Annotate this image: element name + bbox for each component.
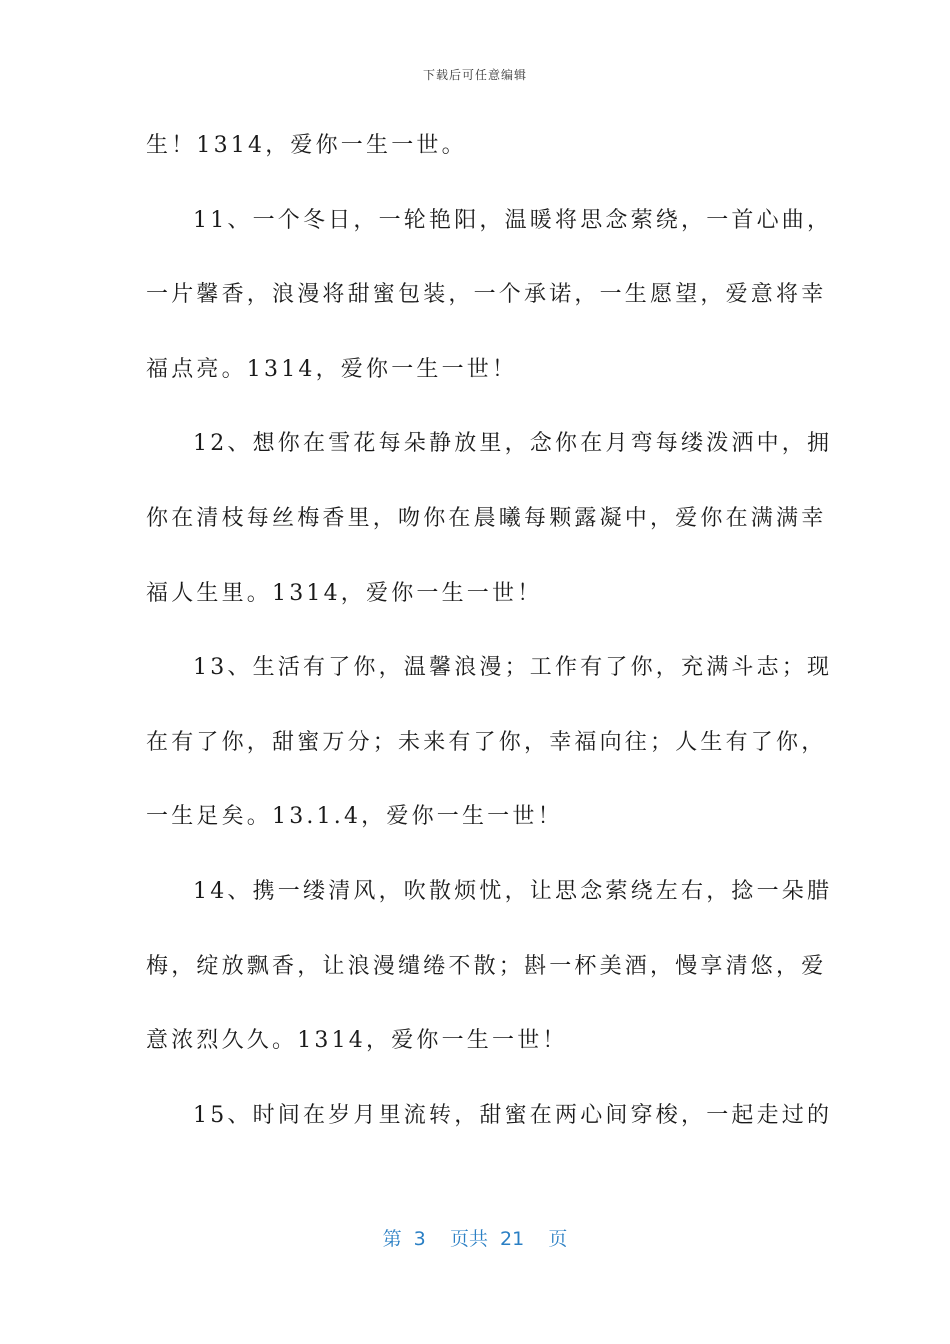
footer-suffix: 页 <box>548 1228 568 1250</box>
current-page-number: 3 <box>413 1228 426 1250</box>
footer-prefix: 第 <box>382 1228 402 1250</box>
total-pages-number: 21 <box>500 1228 525 1250</box>
document-body <box>146 121 833 1165</box>
page-footer <box>0 1224 950 1251</box>
text-line: 福人生里。1314，爱你一生一世！ <box>146 580 543 606</box>
footer-middle: 页共 <box>449 1228 488 1250</box>
header-note: 下载后可任意编辑 <box>422 68 527 82</box>
text-line: 一片馨香，浪漫将甜蜜包装，一个承诺，一生愿望，爱意将幸 <box>146 282 827 308</box>
text-line: 一生足矣。13.1.4，爱你一生一世！ <box>146 804 563 830</box>
paragraph-start-line: 14、携一缕清风，吹散烦忧，让思念萦绕左右，捻一朵腊 <box>193 878 833 904</box>
paragraph-start-line: 13、生活有了你，温馨浪漫；工作有了你，充满斗志；现 <box>193 655 833 681</box>
text-line: 你在清枝每丝梅香里，吻你在晨曦每颗露凝中，爱你在满满幸 <box>146 505 827 531</box>
paragraph-start-line: 11、一个冬日，一轮艳阳，温暖将思念萦绕，一首心曲， <box>193 207 833 233</box>
text-line: 在有了你，甜蜜万分；未来有了你，幸福向往；人生有了你， <box>146 729 827 755</box>
text-line: 意浓烈久久。1314，爱你一生一世！ <box>146 1028 568 1054</box>
paragraph-start-line: 15、时间在岁月里流转，甜蜜在两心间穿梭，一起走过的 <box>193 1102 833 1128</box>
text-line: 梅，绽放飘香，让浪漫缱绻不散；斟一杯美酒，慢享清悠，爱 <box>146 953 827 979</box>
paragraph-start-line: 12、想你在雪花每朵静放里，念你在月弯每缕泼洒中，拥 <box>193 431 833 457</box>
text-line: 生！1314，爱你一生一世。 <box>146 133 467 158</box>
text-line: 福点亮。1314，爱你一生一世！ <box>146 356 518 382</box>
